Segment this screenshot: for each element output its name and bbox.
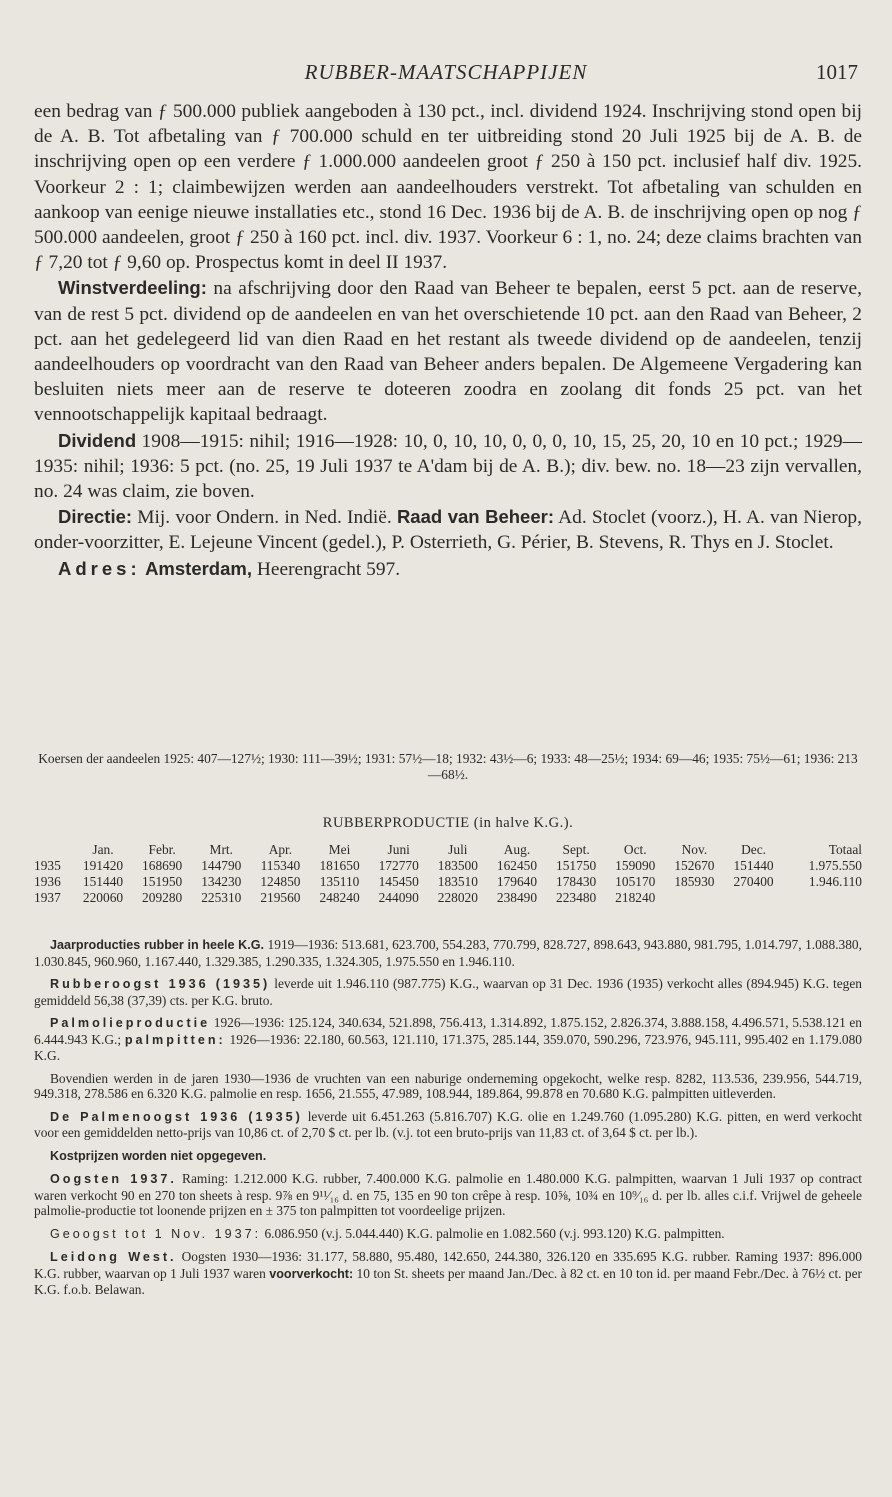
table-cell: 151440 bbox=[733, 857, 774, 873]
note-palmolieproductie bbox=[34, 1015, 862, 1064]
table-cell: 1935 bbox=[34, 857, 61, 873]
table-cell: 209280 bbox=[142, 889, 183, 905]
table-cell: 151750 bbox=[556, 857, 597, 873]
column-header: Mrt. bbox=[209, 841, 233, 857]
production-table bbox=[34, 842, 862, 906]
column-header: Mei bbox=[328, 841, 351, 857]
leidong-text2: 10 ton St. sheets per maand Jan./Dec. à 82 ct. en 10 ton id. per maand Febr./Dec. à 76½ ct. per K.G. f.o.b. Belawan. bbox=[34, 1265, 862, 1297]
jaarproducties-text: 1919—1936: 513.681, 623.700, 554.283, 770.799, 828.727, 898.643, 943.880, 981.795, 1.014.797, 1.088.380, 1.030.845, 960.960, 1.167.440, 1.329.385, 1.290.335, 1.324.305, 1.975.550 en 1.946.110. bbox=[34, 937, 862, 969]
table-cell: 152670 bbox=[674, 857, 715, 873]
table-cell: 244090 bbox=[378, 889, 419, 905]
table-cell: 183500 bbox=[437, 857, 478, 873]
dividend-label: Dividend bbox=[58, 429, 137, 451]
table-cell: 1.946.110 bbox=[808, 873, 862, 889]
table-cell: 135110 bbox=[319, 873, 360, 889]
paragraph-share-issue: een bedrag van ƒ 500.000 publiek aangeboden à 130 pct., incl. dividend 1924. Inschrijving stond open bij de A. B. Tot afbetaling van ƒ 700.000 schuld en ter uitbreiding stond 20 Juli 1925 bij de A. B. de inschrijving open op een verdere ƒ 1.000.000 aandeelen groot ƒ 250 à 150 pct. inclusief half div. 1925. Voorkeur 2 : 1; claimbewijzen werden aan aandeelhouders verstrekt. Tot afbetaling van schulden en aankoop van eenige nieuwe installaties etc., stond 16 Dec. 1936 bij de A. B. de inschrijving open op nog ƒ 500.000 aandeelen, groot ƒ 250 à 160 pct. incl. div. 1937. Voorkeur 6 : 1, no. 24; deze claims brachten van ƒ 7,20 tot ƒ 9,60 op. Prospectus komt in deel II 1937. bbox=[34, 101, 862, 274]
directie-text: Mij. voor Ondern. in Ned. Indië. bbox=[132, 507, 397, 529]
table-cell bbox=[783, 890, 862, 906]
note-bovendien: Bovendien werden in de jaren 1930—1936 de vruchten van een naburige onderneming opgekocht, welke resp. 8282, 113.536, 239.956, 544.719, 949.318, 278.586 en 6.320 K.G. palmolie en resp. 1656, 21.555, 47.989, 108.944, 189.864, 99.878 en 70.680 K.G. palmpitten uitleverden. bbox=[34, 1070, 862, 1101]
table-cell: 115340 bbox=[260, 857, 301, 873]
table-cell: 183510 bbox=[437, 873, 478, 889]
running-title: RUBBER-MAATSCHAPPIJEN bbox=[304, 60, 588, 84]
table-cell: 162450 bbox=[496, 857, 538, 873]
oogsten-text: Raming: 1.212.000 K.G. rubber, 7.400.000 K.G. palmolie en 1.480.000 K.G. palmpitten, waarvan 1 Juli 1937 op contract waren verkocht 90 en 270 ton sheets à resp. 9⅞ en 9¹¹⁄₁₆ d. en 75, 135 en 90 ton crêpe à resp. 10⅝, 10¾ en 10⁹⁄₁₆ d. per lb. alles c.i.f. Vrijwel de geheele palmolie-productie tot loonende prijzen en ± 375 ton palmpitten tot voordeelige prijzen. bbox=[34, 1171, 862, 1218]
note-palmenoogst bbox=[34, 1109, 862, 1141]
paragraph-adres bbox=[34, 556, 862, 582]
note-jaarproducties bbox=[34, 937, 862, 969]
column-header: Aug. bbox=[503, 841, 531, 857]
table-cell: 144790 bbox=[201, 857, 242, 873]
jaarproducties-label: Jaarproducties rubber in heele K.G. bbox=[50, 938, 265, 952]
koersen-text: Koersen der aandeelen 1925: 407—127½; 1930: 111—39½; 1931: 57½—18; 1932: 43½—6; 1933: 48—25½; 1934: 69—46; 1935: 75½—61; 1936: 213—68½. bbox=[38, 751, 858, 782]
page-header bbox=[0, 60, 892, 90]
palmenoogst-text: leverde uit 6.451.263 (5.816.707) K.G. olie en 1.249.760 (1.095.280) K.G. pitten, en werd verkocht voor een gemiddelden netto-prijs van 10,86 ct. of 2,70 $ ct. per lb. (v.j. tot een bruto-prijs van 11,83 ct. of 3,64 $ ct. per lb.). bbox=[34, 1108, 862, 1140]
table-cell: 185930 bbox=[674, 873, 715, 889]
column-header: Juli bbox=[448, 841, 468, 857]
column-header: Jan. bbox=[92, 841, 114, 857]
table-cell bbox=[724, 890, 783, 906]
rubberoogst-label: Rubberoogst 1936 (1935) bbox=[50, 977, 271, 991]
column-header: Dec. bbox=[741, 841, 766, 857]
column-header bbox=[34, 842, 73, 858]
table-cell: 105170 bbox=[615, 873, 656, 889]
column-header: Oct. bbox=[623, 841, 647, 857]
table-cell: 134230 bbox=[201, 873, 242, 889]
table-cell: 238490 bbox=[496, 889, 538, 905]
column-header: Totaal bbox=[828, 841, 862, 857]
notes-block bbox=[34, 937, 862, 1298]
table-row bbox=[34, 874, 862, 890]
winstverdeeling-text: na afschrijving door den Raad van Beheer te bepalen, eerst 5 pct. aan de reserve, van de rest 5 pct. dividend op de aandeelen en van het overschietende 10 pct. aan den Raad van Beheer, 2 pct. aan het gedelegeerd lid van dien Raad en het restant als tweede dividend op de aandeelen, tenzij aandeelhouders op voordracht van den Raad van Beheer anders bepalen. De Algemeene Vergadering kan besluiten niets meer aan de reserve te doteeren zoodra en zoolang dit fonds 25 pct. van het vennootschappelijk kapitaal bedraagt. bbox=[34, 278, 862, 426]
winstverdeeling-label: Winstverdeeling: bbox=[58, 277, 207, 299]
palmolie-label: Palmolieproductie bbox=[50, 1016, 211, 1030]
geoogst-label: Geoogst tot 1 Nov. 1937: bbox=[50, 1226, 262, 1241]
table-cell: 151440 bbox=[82, 873, 124, 889]
adres-label: Adres: bbox=[58, 557, 141, 579]
table-cell: 1.975.550 bbox=[808, 857, 862, 873]
paragraph-directie bbox=[34, 504, 862, 555]
table-cell: 228020 bbox=[437, 889, 478, 905]
table-header-row bbox=[34, 842, 862, 858]
note-kostprijzen bbox=[34, 1148, 862, 1165]
note-rubberoogst bbox=[34, 976, 862, 1008]
adres-city: Amsterdam, bbox=[140, 557, 252, 579]
directie-label: Directie: bbox=[58, 506, 133, 528]
table-cell: 124850 bbox=[260, 873, 301, 889]
table-cell: 248240 bbox=[319, 889, 360, 905]
table-cell: 219560 bbox=[260, 889, 301, 905]
table-cell: 270400 bbox=[733, 873, 774, 889]
table-cell: 145450 bbox=[378, 873, 419, 889]
paragraph-dividend bbox=[34, 428, 862, 505]
note-leidong-west bbox=[34, 1249, 862, 1298]
table-cell bbox=[665, 890, 724, 906]
column-header: Febr. bbox=[148, 841, 176, 857]
adres-text: Heerengracht 597. bbox=[252, 558, 401, 580]
leidong-text: Oogsten 1930—1936: 31.177, 58.880, 95.480, 142.650, 244.380, 326.120 en 335.695 K.G. rubber. Raming 1937: 896.000 K.G. rubber, waarvan op 1 Juli 1937 waren bbox=[34, 1249, 862, 1281]
column-header: Nov. bbox=[681, 841, 708, 857]
table-cell: 159090 bbox=[615, 857, 656, 873]
table-cell: 179640 bbox=[496, 873, 538, 889]
production-title: RUBBERPRODUCTIE (in halve K.G.). bbox=[322, 815, 574, 831]
paragraph-winstverdeeling bbox=[34, 275, 862, 427]
kostprijzen-text: Kostprijzen worden niet opgegeven. bbox=[50, 1148, 267, 1163]
geoogst-text: 6.086.950 (v.j. 5.044.440) K.G. palmolie en 1.082.560 (v.j. 993.120) K.G. palmpitten. bbox=[261, 1225, 725, 1241]
column-header: Apr. bbox=[268, 841, 293, 857]
main-text bbox=[34, 99, 862, 582]
table-cell: 181650 bbox=[319, 857, 360, 873]
production-block bbox=[34, 816, 862, 906]
leidong-label: Leidong West. bbox=[50, 1250, 177, 1264]
table-cell: 218240 bbox=[615, 889, 656, 905]
table-cell: 1936 bbox=[34, 873, 61, 889]
palmpitten-label: palmpitten: bbox=[124, 1032, 226, 1047]
rubberoogst-text: leverde uit 1.946.110 (987.775) K.G., waarvan op 31 Dec. 1936 (1935) verkocht alles (894.945) K.G. tegen gemiddeld 56,38 (37,39) cts. per K.G. bruto. bbox=[34, 976, 862, 1008]
table-cell: 225310 bbox=[201, 889, 242, 905]
raad-text: Ad. Stoclet (voorz.), H. A. van Nierop, onder-voorzitter, E. Lejeune Vincent (gedel.), P. Osterrieth, G. Périer, B. Stevens, R. Thys en J. Stoclet. bbox=[34, 507, 862, 554]
palmolie-text: 1926—1936: 125.124, 340.634, 521.898, 756.413, 1.314.892, 1.875.152, 2.826.374, 3.888.158, 4.496.571, 5.538.121 en 6.444.943 K.G.; bbox=[34, 1015, 862, 1047]
table-row bbox=[34, 858, 862, 874]
table-cell: 1937 bbox=[34, 889, 61, 905]
palmenoogst-label: De Palmenoogst 1936 (1935) bbox=[50, 1109, 303, 1124]
koersen-block bbox=[34, 751, 862, 782]
table-cell: 168690 bbox=[142, 857, 183, 873]
column-header: Sept. bbox=[562, 841, 590, 857]
table-row bbox=[34, 890, 862, 906]
oogsten-label: Oogsten 1937. bbox=[50, 1172, 177, 1186]
table-cell: 191420 bbox=[82, 857, 124, 873]
column-header: Juni bbox=[387, 841, 410, 857]
dividend-text: 1908—1915: nihil; 1916—1928: 10, 0, 10, 10, 0, 0, 0, 10, 15, 25, 20, 10 en 10 pct.; 1929—1935: nihil; 1936: 5 pct. (no. 25, 19 Juli 1937 te A'dam bij de A. B.); div. bew. no. 18—23 zijn vervallen, no. 24 was claim, zie boven. bbox=[34, 430, 862, 503]
note-geoogst bbox=[34, 1226, 862, 1243]
note-oogsten-1937 bbox=[34, 1171, 862, 1219]
table-cell: 220060 bbox=[82, 889, 124, 905]
leidong-bold: voorverkocht: bbox=[269, 1266, 354, 1281]
table-cell: 178430 bbox=[556, 873, 597, 889]
palmpitten-text: 1926—1936: 22.180, 60.563, 121.110, 171.375, 285.144, 359.070, 590.296, 723.976, 945.111, 995.402 en 1.179.080 K.G. bbox=[34, 1031, 863, 1063]
page-number: 1017 bbox=[816, 60, 858, 84]
raad-label: Raad van Beheer: bbox=[396, 506, 554, 528]
table-cell: 223480 bbox=[556, 889, 597, 905]
table-cell: 172770 bbox=[378, 857, 419, 873]
table-cell: 151950 bbox=[142, 873, 183, 889]
